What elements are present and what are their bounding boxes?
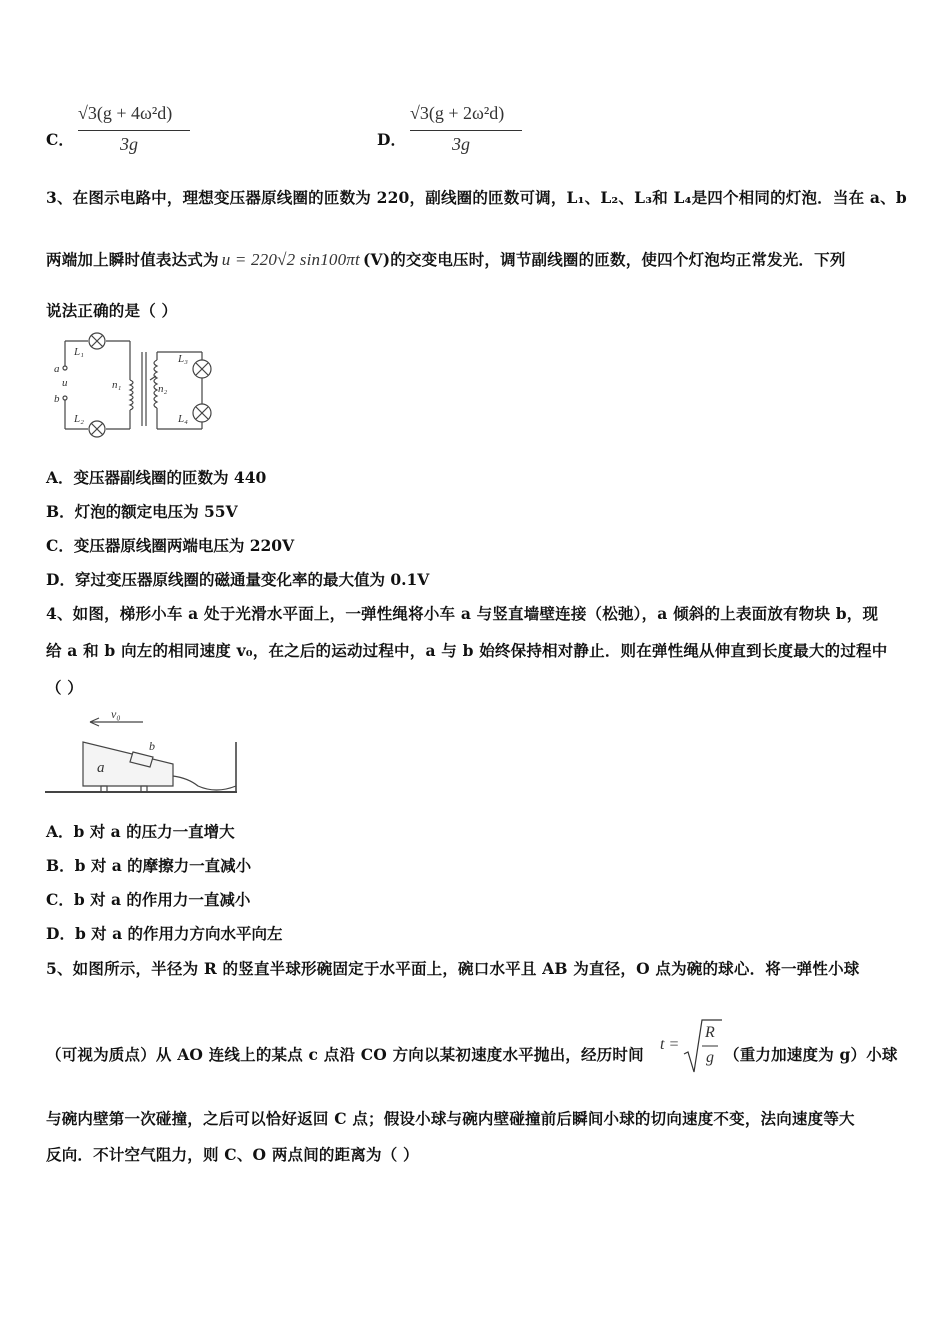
q4-option-d[interactable]: D．b 对 a 的作用力方向水平向左 <box>46 924 283 943</box>
q3-line-2-post: (V)的交变电压时，调节副线圈的匝数，使四个灯泡均正常发光．下列 <box>362 250 846 269</box>
q3-text-line-1: 3、在图示电路中，理想变压器原线圈的匝数为 220，副线圈的匝数可调，L₁、L₂、L₃和 L₄是四个相同的灯泡．当在 a、b <box>46 188 907 207</box>
q4-option-b[interactable]: B．b 对 a 的摩擦力一直减小 <box>46 856 252 875</box>
fraction-bar <box>78 130 190 131</box>
q5-time-formula <box>660 1018 720 1078</box>
q5-text-line-4: 反向．不计空气阻力，则 C、O 两点间的距离为（ ） <box>46 1145 419 1164</box>
option-d-numerator: √3(g + 2ω²d) <box>410 103 505 123</box>
sqrt-sign <box>682 1018 722 1076</box>
lamp-l4-label: L₄ <box>178 413 188 425</box>
q5-text-line-3: 与碗内壁第一次碰撞，之后可以恰好返回 C 点；假设小球与碗内壁碰撞前后瞬间小球的切向速度不变，法向速度等大 <box>46 1109 855 1128</box>
primary-turns-label: n₁ <box>112 379 122 391</box>
q4-text-line-3: （ ） <box>46 678 83 697</box>
fraction-bar <box>410 130 522 131</box>
q5-formula-numerator: R <box>705 1024 715 1041</box>
q3-text-line-3: 说法正确的是（ ） <box>46 301 178 320</box>
option-d-denominator: 3g <box>452 134 470 154</box>
q3-voltage-formula: u = 220√2 sin100πt <box>221 250 360 269</box>
lamp-l3-label: L₃ <box>178 353 188 365</box>
voltage-u-label: u <box>62 377 68 389</box>
terminal-a-label: a <box>54 363 60 375</box>
q4-text-line-1: 4、如图，梯形小车 a 处于光滑水平面上，一弹性绳将小车 a 与竖直墙壁连接（松弛），a 倾斜的上表面放有物块 b，现 <box>46 604 879 623</box>
secondary-turns-label: n₂ <box>158 383 168 395</box>
q5-text-line-1: 5、如图所示，半径为 R 的竖直半球形碗固定于水平面上，碗口水平且 AB 为直径，O 点为碗的球心．将一弹性小球 <box>46 959 860 978</box>
q5-t-equals: t = <box>660 1036 680 1053</box>
q4-text-line-2: 给 a 和 b 向左的相同速度 v₀，在之后的运动过程中，a 与 b 始终保持相对静止．则在弹性绳从伸直到长度最大的过程中 <box>46 641 888 660</box>
q3-option-a[interactable]: A．变压器副线圈的匝数为 440 <box>46 468 267 487</box>
q3-option-d[interactable]: D．穿过变压器原线圈的磁通量变化率的最大值为 0.1V <box>46 570 430 589</box>
option-c-denominator: 3g <box>120 134 138 154</box>
q3-text-line-2 <box>46 248 846 270</box>
q3-line-2-pre: 两端加上瞬时值表达式为 <box>46 250 219 269</box>
q5-text-line-2 <box>46 1043 644 1065</box>
q5-formula-denominator: g <box>706 1049 714 1066</box>
lamp-l2-label: L₂ <box>74 413 84 425</box>
q4-option-c[interactable]: C．b 对 a 的作用力一直减小 <box>46 890 251 909</box>
lamp-l1-label: L₁ <box>74 346 84 358</box>
q3-option-b[interactable]: B．灯泡的额定电压为 55V <box>46 502 238 521</box>
block-b-label: b <box>149 739 155 753</box>
option-c-label: C． <box>46 130 74 149</box>
q5-line-2-pre: （可视为质点）从 AO 连线上的某点 c 点沿 CO 方向以某初速度水平抛出，经历时间 <box>46 1045 644 1064</box>
option-d-label: D． <box>377 130 406 149</box>
q3-option-c[interactable]: C．变压器原线圈两端电压为 220V <box>46 536 295 555</box>
option-c-numerator: √3(g + 4ω²d) <box>78 103 173 123</box>
q4-option-a[interactable]: A．b 对 a 的压力一直增大 <box>46 822 235 841</box>
cart-a-label: a <box>97 760 105 776</box>
q3-circuit-diagram <box>50 330 235 440</box>
terminal-b-label: b <box>54 393 60 405</box>
q5-line-2-post: （重力加速度为 g）小球 <box>724 1045 898 1064</box>
q4-cart-diagram <box>45 706 245 798</box>
velocity-v0-label: v₀ <box>111 707 121 721</box>
